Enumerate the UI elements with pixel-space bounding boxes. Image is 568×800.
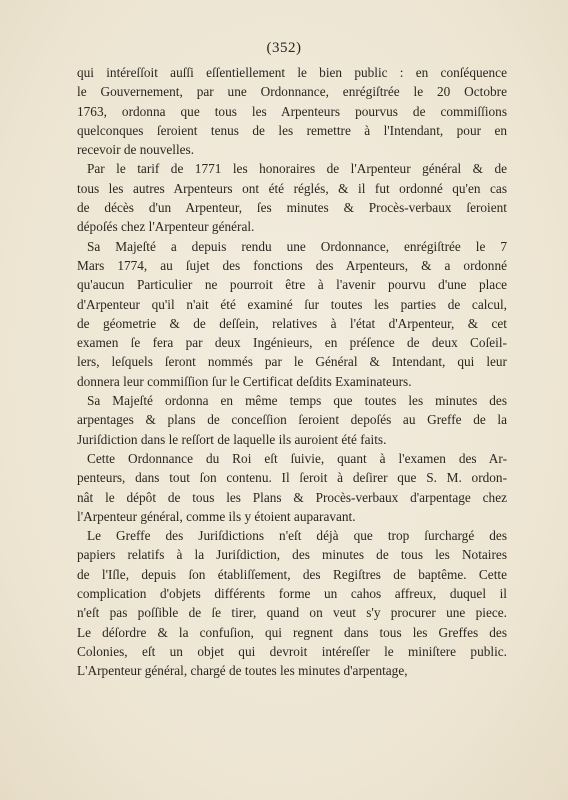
- text-line: Juriſdiction dans le reſſort de laquelle ils auroient été faits.: [77, 431, 387, 447]
- text-line: arpentages & plans de conceſſion ſeroient depoſés au Greffe de la: [77, 412, 507, 428]
- text-line: papiers relatifs à la Juriſdiction, des minutes de tous les Notaires: [77, 547, 507, 563]
- paragraph-5: [77, 449, 507, 526]
- text-line: Le déſordre & la confuſion, qui regnent dans tous les Greffes des: [77, 624, 507, 640]
- text-line: quelconques ſeroient tenus de les remettre à l'Intendant, pour en: [77, 122, 507, 138]
- page-number: (352): [266, 40, 302, 56]
- text-line: complication d'objets différents forme un cahos affreux, duquel il: [77, 586, 507, 602]
- text-line: Le Greffe des Juriſdictions n'eſt déjà que trop ſurchargé des: [87, 528, 507, 544]
- text-line: Sa Majeſté a depuis rendu une Ordonnance, enrégiſtrée le 7: [87, 238, 507, 254]
- text-line: tous les autres Arpenteurs ont été réglés, & il fut ordonné qu'en cas: [77, 180, 507, 196]
- paragraph-2: [77, 159, 507, 236]
- paragraph-3: [77, 237, 507, 391]
- text-line: d'Arpenteur qu'il n'ait été examiné ſur toutes les parties de calcul,: [77, 296, 507, 312]
- text-line: de l'Iſle, depuis ſon établiſſement, des Regiſtres de baptême. Cette: [77, 566, 507, 582]
- text-line: L'Arpenteur général, chargé de toutes les minutes d'arpentage,: [77, 663, 408, 679]
- text-line: Par le tarif de 1771 les honoraires de l'Arpenteur général & de: [87, 161, 507, 177]
- text-line: recevoir de nouvelles.: [77, 142, 195, 158]
- text-line: de géometrie & de deſſein, relatives à l'état d'Arpenteur, & cet: [77, 315, 507, 331]
- text-line: de décès d'un Arpenteur, ſes minutes & Procès-verbaux ſeroient: [77, 200, 507, 216]
- text-line: n'eſt pas poſſible de ſe tirer, quand on veut s'y procurer une piece.: [77, 605, 507, 621]
- text-line: Colonies, eſt un objet qui devroit intéreſſer le miniſtere public.: [77, 643, 507, 659]
- text-line: dépoſés chez l'Arpenteur général.: [77, 219, 255, 235]
- text-line: examen ſe fera par deux Ingénieurs, en préſence de deux Coſeil-: [77, 335, 507, 351]
- text-line: nât le dépôt de tous les Plans & Procès-verbaux d'arpentage chez: [77, 489, 507, 505]
- text-line: lers, leſquels ſeront nommés par le Général & Intendant, qui leur: [77, 354, 507, 370]
- text-line: qu'aucun Particulier ne pourroit être à l'avenir pourvu d'une place: [77, 277, 507, 293]
- paragraph-6: [77, 526, 507, 680]
- paragraph-4: [77, 391, 507, 449]
- body-text: [77, 63, 507, 681]
- text-line: qui intéreſſoit auſſi eſſentiellement le bien public : en conſéquence: [77, 65, 507, 80]
- text-line: le Gouvernement, par une Ordonnance, enrégiſtrée le 20 Octobre: [77, 84, 507, 100]
- text-line: 1763, ordonna que tous les Arpenteurs pourvus de commiſſions: [77, 103, 507, 119]
- text-line: donnera leur commiſſion ſur le Certificat deſdits Examinateurs.: [77, 373, 412, 389]
- paragraph-1: [77, 63, 507, 159]
- text-line: Sa Majeſté ordonna en même temps que toutes les minutes des: [87, 393, 507, 409]
- text-line: l'Arpenteur général, comme ils y étoient auparavant.: [77, 508, 356, 524]
- text-line: Mars 1774, au ſujet des fonctions des Arpenteurs, & a ordonné: [77, 257, 507, 273]
- text-line: Cette Ordonnance du Roi eſt ſuivie, quant à l'examen des Ar-: [87, 450, 507, 466]
- text-line: penteurs, dans tout ſon contenu. Il ſeroit à deſirer que S. M. ordon-: [77, 470, 507, 486]
